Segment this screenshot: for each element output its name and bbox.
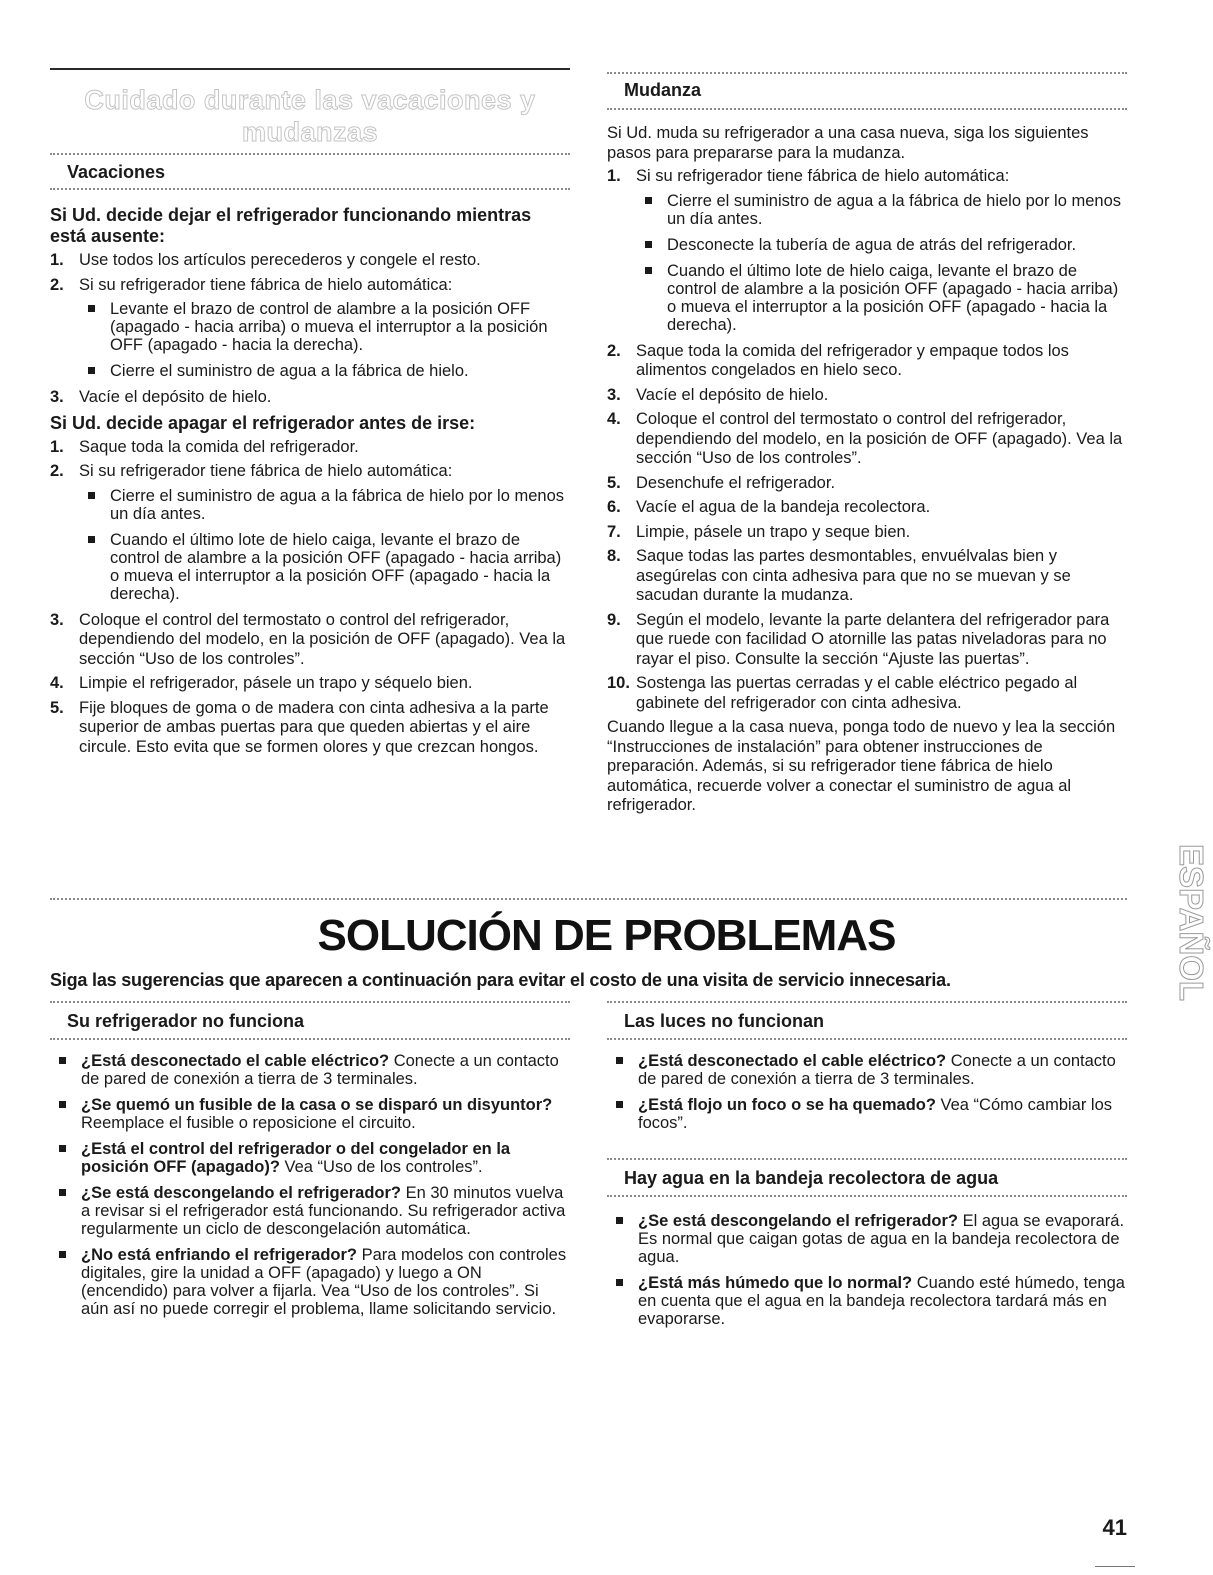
step-text: Desenchufe el refrigerador. <box>636 473 836 492</box>
step-number: 5. <box>607 473 621 492</box>
list-item <box>50 699 570 758</box>
step-number: 2. <box>50 462 64 480</box>
step-number: 2. <box>607 341 621 360</box>
question-text: ¿Está flojo un foco o se ha quemado? <box>638 1096 936 1114</box>
answer-text: En 30 minutos vuelva a revisar si el refrigerador está funcionando. Su refrigerador activa regularmente un ciclo de descongelación automática. <box>81 1184 566 1238</box>
mudanza-body <box>607 124 1127 820</box>
step-number: 3. <box>50 610 64 629</box>
list-item <box>607 1052 1127 1088</box>
step-number: 3. <box>50 388 64 406</box>
step-number: 9. <box>607 610 621 629</box>
rule-lights-bottom <box>607 1038 1127 1040</box>
answer-text: Vea “Uso de los controles”. <box>279 1158 483 1176</box>
square-bullet-icon <box>88 536 95 543</box>
step-number: 8. <box>607 547 621 565</box>
bullet-text: Cuando el último lote de hielo caiga, levante el brazo de control de alambre a la posición OFF (apagado - hacia arriba) o mueva el interruptor a la posición OFF (apagado - hacia la derecha). <box>667 261 1119 334</box>
case2-heading: Si Ud. decide apagar el refrigerador antes de irse: <box>50 412 476 433</box>
not-working-body <box>50 1052 570 1326</box>
step-text: Si su refrigerador tiene fábrica de hielo automática: <box>79 462 453 480</box>
list-item <box>50 388 570 408</box>
rule-mudanza-bottom <box>607 108 1127 110</box>
bullet-text: Cuando el último lote de hielo caiga, levante el brazo de control de alambre a la posición OFF (apagado - hacia arriba) o mueva el interruptor a la posición OFF (apagado - hacia la derecha). <box>110 530 562 603</box>
list-item <box>50 1184 570 1238</box>
water-heading: Hay agua en la bandeja recolectora de agua <box>624 1168 999 1188</box>
step-number: 5. <box>50 698 64 717</box>
step-text: Si su refrigerador tiene fábrica de hielo automática: <box>636 167 1010 185</box>
square-bullet-icon <box>59 1057 66 1064</box>
lights-body <box>607 1052 1127 1140</box>
step-number: 1. <box>607 167 621 185</box>
question-text: ¿Se quemó un fusible de la casa o se disparó un disyuntor? <box>81 1096 553 1114</box>
answer-text: Para modelos con controles digitales, gire la unidad a OFF (apagado) y luego a ON (encendido) para volver a fijarla. Vea “Uso de los controles”. Si aún así no puede corregir el problema, llame solicitando servicio. <box>81 1246 567 1318</box>
step-text: Use todos los artículos perecederos y congele el resto. <box>79 251 481 269</box>
question-text: ¿Se está descongelando el refrigerador? <box>81 1184 402 1202</box>
mudanza-closing: Cuando llegue a la casa nueva, ponga todo de nuevo y lea la sección “Instrucciones de instalación” para obtener instrucciones de preparación. Además, si su refrigerador tiene fábrica de hielo automática, recuerde volver a conectar el suministro de agua al refrigerador. <box>607 718 1116 814</box>
vacaciones-body <box>50 205 570 762</box>
step-number: 3. <box>607 385 621 404</box>
list-item <box>607 386 1127 406</box>
mudanza-steps <box>607 167 1127 713</box>
square-bullet-icon <box>645 267 652 274</box>
list-item <box>50 276 570 381</box>
step-text: Vacíe el depósito de hielo. <box>79 388 272 406</box>
list-item <box>50 1246 570 1318</box>
step-text: Vacíe el agua de la bandeja recolectora. <box>636 498 931 516</box>
list-item <box>50 1096 570 1132</box>
case1-steps <box>50 251 570 408</box>
footer-rule <box>1095 1566 1135 1567</box>
rule-vacaciones-bottom <box>50 188 570 190</box>
list-item <box>636 262 1127 334</box>
rule-troubleshooting-top <box>50 898 1127 900</box>
square-bullet-icon <box>59 1145 66 1152</box>
not-working-list <box>50 1052 570 1318</box>
step-text: Limpie, pásele un trapo y seque bien. <box>636 522 911 541</box>
list-item <box>50 674 570 694</box>
lights-heading: Las luces no funcionan <box>624 1011 825 1031</box>
answer-text: Conecte a un contacto de pared de conexión a tierra de 3 terminales. <box>81 1052 559 1088</box>
step-number: 4. <box>607 410 621 428</box>
step-number: 6. <box>607 498 621 516</box>
section-title <box>50 84 570 148</box>
rule-water-bottom <box>607 1195 1127 1197</box>
case1-bullets <box>79 300 570 380</box>
list-item <box>79 362 570 380</box>
square-bullet-icon <box>59 1189 66 1196</box>
list-item <box>607 1212 1127 1266</box>
troubleshooting-title: SOLUCIÓN DE PROBLEMAS <box>317 911 896 960</box>
list-item <box>50 611 570 670</box>
question-text: ¿Está el control del refrigerador o del congelador en la posición OFF (apagado)? <box>81 1140 511 1176</box>
list-item <box>79 487 570 523</box>
list-item <box>79 531 570 603</box>
square-bullet-icon <box>645 241 652 248</box>
rule-not-working-top <box>50 1001 570 1003</box>
rule-lights-top <box>607 1001 1127 1003</box>
bullet-text: Cierre el suministro de agua a la fábrica de hielo por lo menos un día antes. <box>667 191 1121 228</box>
question-text: ¿Está desconectado el cable eléctrico? <box>81 1052 390 1070</box>
section-title-line2: mudanzas <box>241 117 379 147</box>
list-item <box>50 1140 570 1176</box>
step-text: Coloque el control del termostato o control del refrigerador, dependiendo del modelo, en la posición de OFF (apagado). Vea la sección “Uso de los controles”. <box>636 410 1123 467</box>
square-bullet-icon <box>645 197 652 204</box>
list-item <box>607 410 1127 469</box>
rule-water-top <box>607 1158 1127 1160</box>
page-number: 41 <box>1102 1515 1127 1540</box>
square-bullet-icon <box>59 1101 66 1108</box>
list-item <box>607 474 1127 494</box>
step-text: Saque todas las partes desmontables, envuélvalas bien y asegúrelas con cinta adhesiva para que no se muevan y se sacudan durante la mudanza. <box>636 547 1071 604</box>
question-text: ¿No está enfriando el refrigerador? <box>81 1246 357 1264</box>
mudanza-bullets <box>636 192 1127 334</box>
vacaciones-heading: Vacaciones <box>67 162 166 182</box>
step-text: Según el modelo, levante la parte delantera del refrigerador para que ruede con facilidad O atornille las patas niveladoras para no rayar el piso. Consulte la sección “Ajuste las puertas”. <box>636 610 1110 668</box>
list-item <box>50 1052 570 1088</box>
step-number: 2. <box>50 275 64 294</box>
step-number: 7. <box>607 522 621 541</box>
answer-text: Vea “Cómo cambiar los focos”. <box>638 1096 1113 1132</box>
rule-vacaciones-top <box>50 153 570 155</box>
square-bullet-icon <box>616 1279 623 1286</box>
mudanza-intro: Si Ud. muda su refrigerador a una casa nueva, siga los siguientes pasos para prepararse para la mudanza. <box>607 124 1089 162</box>
bullet-text: Cierre el suministro de agua a la fábrica de hielo. <box>110 362 469 380</box>
square-bullet-icon <box>88 305 95 312</box>
list-item <box>636 236 1127 254</box>
side-tab-label: ESPAÑOL <box>1173 844 1210 1002</box>
square-bullet-icon <box>616 1101 623 1108</box>
bullet-text: Cierre el suministro de agua a la fábrica de hielo por lo menos un día antes. <box>110 486 564 523</box>
list-item <box>607 547 1127 606</box>
step-text: Si su refrigerador tiene fábrica de hielo automática: <box>79 275 453 294</box>
square-bullet-icon <box>616 1057 623 1064</box>
step-text: Saque toda la comida del refrigerador y empaque todos los alimentos congelados en hielo seco. <box>636 341 1069 379</box>
rule-not-working-bottom <box>50 1038 570 1040</box>
answer-text: Conecte a un contacto de pared de conexión a tierra de 3 terminales. <box>638 1052 1116 1088</box>
rule-mudanza-top <box>607 72 1127 74</box>
step-text: Vacíe el depósito de hielo. <box>636 385 829 404</box>
answer-text: El agua se evaporará. Es normal que caigan gotas de agua en la bandeja recolectora de agua. <box>638 1212 1125 1266</box>
square-bullet-icon <box>59 1251 66 1258</box>
list-item <box>607 611 1127 670</box>
step-number: 1. <box>50 251 64 269</box>
step-text: Coloque el control del termostato o control del refrigerador, dependiendo del modelo, en la posición de OFF (apagado). Vea la sección “Uso de los controles”. <box>79 610 566 668</box>
list-item <box>607 167 1127 334</box>
list-item <box>50 438 570 458</box>
step-number: 10. <box>607 674 630 692</box>
list-item <box>79 300 570 354</box>
step-text: Sostenga las puertas cerradas y el cable eléctrico pegado al gabinete del refrigerador con cinta adhesiva. <box>636 674 1078 712</box>
list-item <box>607 342 1127 381</box>
step-number: 1. <box>50 437 64 456</box>
step-text: Fije bloques de goma o de madera con cinta adhesiva a la parte superior de ambas puertas para que queden abiertas y el aire circule. Esto evita que se formen olores y que crezcan hongos. <box>79 698 549 756</box>
question-text: ¿Está desconectado el cable eléctrico? <box>638 1052 947 1070</box>
list-item <box>607 498 1127 518</box>
list-item <box>50 251 570 271</box>
list-item <box>607 674 1127 713</box>
question-text: ¿Está más húmedo que lo normal? <box>638 1274 913 1292</box>
case1-heading: Si Ud. decide dejar el refrigerador funcionando mientras está ausente: <box>50 205 532 246</box>
case2-bullets <box>79 487 570 603</box>
square-bullet-icon <box>88 492 95 499</box>
not-working-heading: Su refrigerador no funciona <box>67 1011 305 1031</box>
bullet-text: Levante el brazo de control de alambre a la posición OFF (apagado - hacia arriba) o mueva el interruptor a la posición OFF (apagado - hacia la derecha). <box>110 300 548 354</box>
mudanza-heading: Mudanza <box>624 80 702 100</box>
list-item <box>607 1274 1127 1328</box>
square-bullet-icon <box>88 367 95 374</box>
square-bullet-icon <box>616 1217 623 1224</box>
step-text: Limpie el refrigerador, pásele un trapo y séquelo bien. <box>79 674 473 692</box>
step-text: Saque toda la comida del refrigerador. <box>79 437 359 456</box>
top-rule-left <box>50 68 570 70</box>
troubleshooting-intro: Siga las sugerencias que aparecen a continuación para evitar el costo de una visita de servicio innecesaria. <box>50 970 951 990</box>
list-item <box>50 462 570 603</box>
answer-text: Cuando esté húmedo, tenga en cuenta que el agua en la bandeja recolectora tardará más en evaporarse. <box>638 1274 1125 1328</box>
water-list <box>607 1212 1127 1328</box>
list-item <box>607 1096 1127 1132</box>
bullet-text: Desconecte la tubería de agua de atrás del refrigerador. <box>667 235 1077 254</box>
section-title-line1: Cuidado durante las vacaciones y <box>84 85 536 115</box>
question-text: ¿Se está descongelando el refrigerador? <box>638 1212 959 1230</box>
list-item <box>636 192 1127 228</box>
step-number: 4. <box>50 674 64 692</box>
lights-list <box>607 1052 1127 1132</box>
list-item <box>607 523 1127 543</box>
case2-steps <box>50 438 570 758</box>
water-body <box>607 1212 1127 1336</box>
answer-text: Reemplace el fusible o reposicione el circuito. <box>81 1114 416 1132</box>
